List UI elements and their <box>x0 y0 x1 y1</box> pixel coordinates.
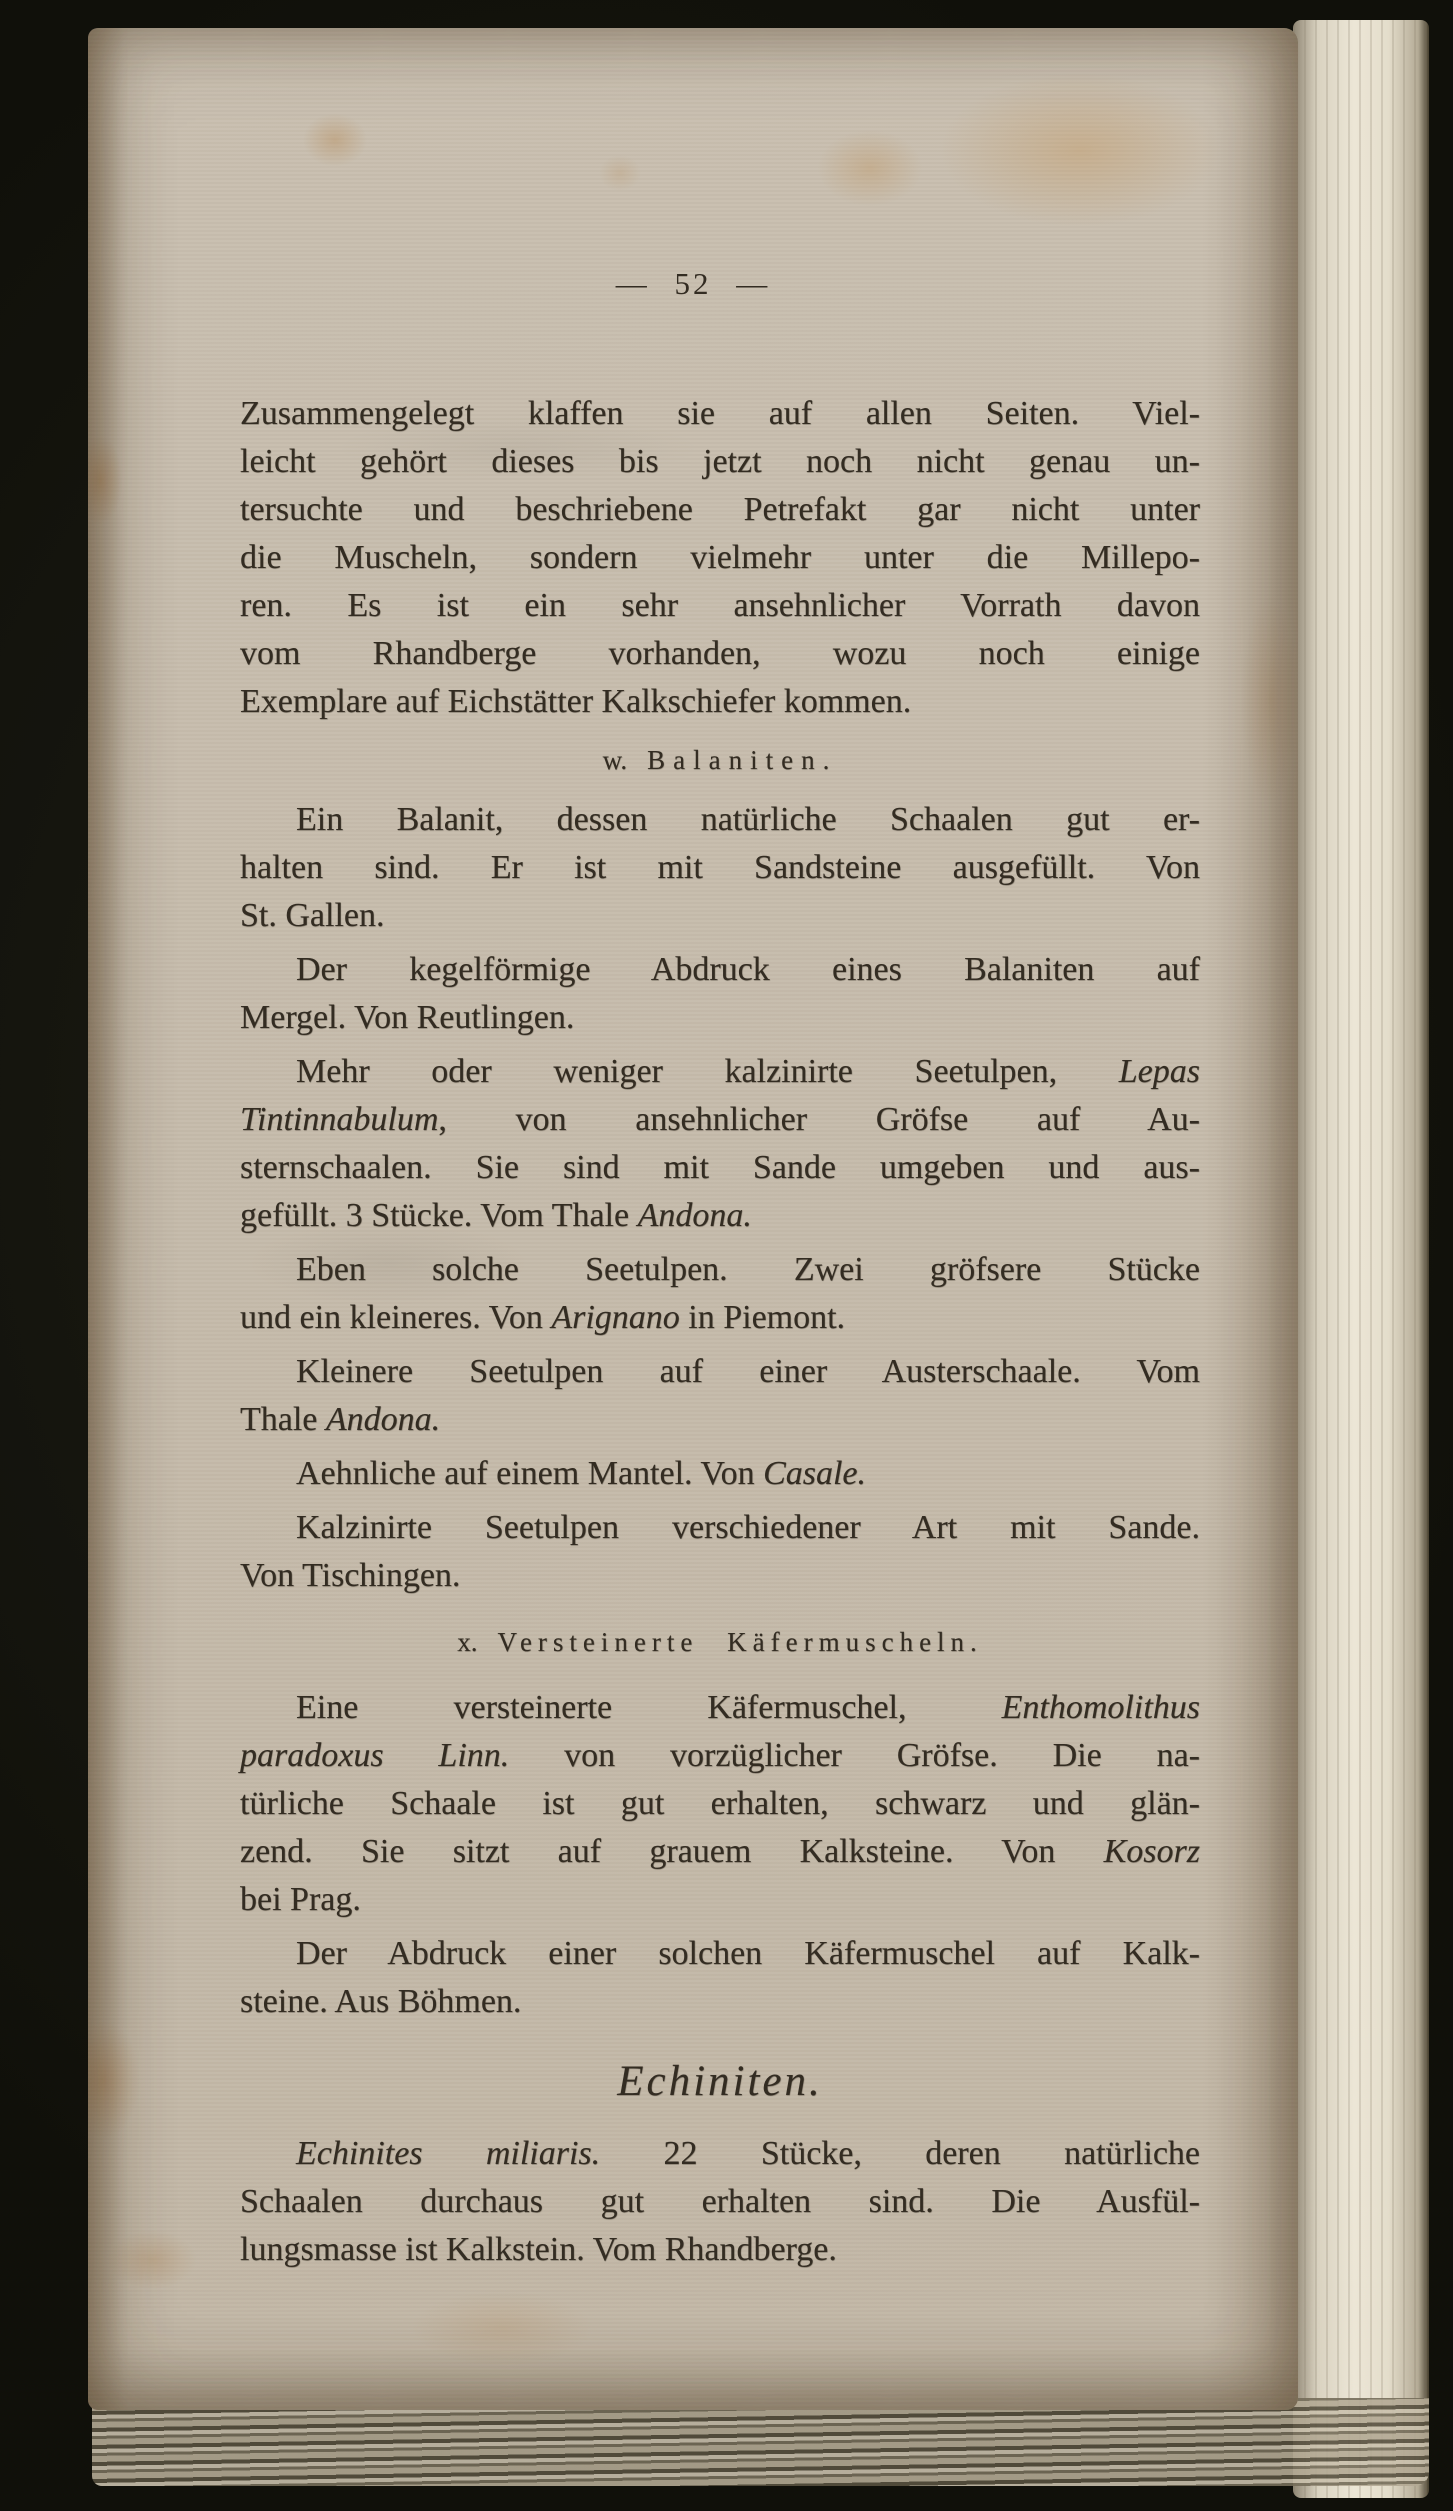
text-segment: Andona. <box>637 1197 752 1234</box>
text-line <box>240 1048 1200 1096</box>
text-line <box>240 1192 1200 1240</box>
text-segment: steine. Aus Böhmen. <box>240 1983 522 2020</box>
text-segment: Tintinnabulum <box>240 1101 439 1138</box>
text-segment: Schaalen durchaus gut erhalten sind. Die Ausfül- <box>240 2183 1200 2220</box>
text-line <box>240 1294 1200 1342</box>
text-segment: Kalzinirte Seetulpen verschiedener Art mit Sande. <box>296 1509 1200 1546</box>
page-number: — 52 — <box>615 266 771 301</box>
text-line <box>240 1876 1200 1924</box>
text-line <box>240 438 1200 486</box>
text-segment: Von Tischingen. <box>240 1557 461 1594</box>
book-page <box>88 28 1298 2410</box>
text-segment: Arignano <box>551 1299 680 1336</box>
paragraph <box>240 1450 1200 1498</box>
text-segment: lungsmasse ist Kalkstein. Vom Rhandberge. <box>240 2231 837 2268</box>
text-segment: St. Gallen. <box>240 897 385 934</box>
text-segment: paradoxus Linn. <box>240 1737 510 1774</box>
text-line <box>240 1348 1200 1396</box>
heading-prefix: x. <box>457 1627 478 1657</box>
paragraph <box>240 2130 1200 2274</box>
text-segment: halten sind. Er ist mit Sandsteine ausgefüllt. Von <box>240 849 1200 886</box>
text-segment: Kosorz <box>1103 1833 1200 1870</box>
text-segment: Mergel. Von Reutlingen. <box>240 999 575 1036</box>
text-segment: Lepas <box>1118 1053 1200 1090</box>
text-segment: sternschaalen. Sie sind mit Sande umgeben und aus- <box>240 1149 1200 1186</box>
text-segment: Aehnliche auf einem Mantel. Von <box>296 1455 764 1492</box>
text-segment: leicht gehört dieses bis jetzt noch nicht genau un- <box>240 443 1200 480</box>
paragraph <box>240 946 1200 1042</box>
text-segment: Andona. <box>325 1401 441 1438</box>
adjacent-page-edge <box>1293 20 1429 2498</box>
heading-prefix: w. <box>602 745 628 775</box>
paragraph <box>240 1684 1200 1924</box>
text-segment: türliche Schaale ist gut erhalten, schwarz und glän- <box>240 1785 1200 1822</box>
paragraph <box>240 1048 1200 1240</box>
text-segment: Eben solche Seetulpen. Zwei gröfsere Stücke <box>296 1251 1200 1288</box>
text-line <box>240 1504 1200 1552</box>
text-segment: Exemplare auf Eichstätter Kalkschiefer kommen. <box>240 683 912 720</box>
paragraph <box>240 1930 1200 2026</box>
text-line <box>240 796 1200 844</box>
text-segment: Casale. <box>763 1455 867 1492</box>
text-line <box>240 2178 1200 2226</box>
text-line <box>240 1978 1200 2026</box>
page-text <box>240 390 1200 2274</box>
text-segment: Zusammengelegt klaffen sie auf allen Seiten. Viel- <box>240 395 1200 432</box>
text-segment: ren. Es ist ein sehr ansehnlicher Vorrath davon <box>240 587 1200 624</box>
paragraph <box>240 390 1200 726</box>
text-segment: von vorzüglicher Gröfse. Die na- <box>509 1737 1200 1774</box>
subsection-heading <box>240 1624 1200 1660</box>
page-stack-edges <box>92 2398 1429 2486</box>
text-segment: Echinites miliaris. <box>296 2135 601 2172</box>
text-segment: Der kegelförmige Abdruck eines Balaniten auf <box>296 951 1200 988</box>
text-line <box>240 1732 1200 1780</box>
text-segment: Mehr oder weniger kalzinirte Seetulpen, <box>296 1053 1119 1090</box>
text-line <box>240 1684 1200 1732</box>
heading-label: Versteinerte Käfermuscheln. <box>497 1627 983 1657</box>
text-segment: , von ansehnlicher Gröfse auf Au- <box>438 1101 1200 1138</box>
paragraph <box>240 1348 1200 1444</box>
text-segment: 22 Stücke, deren natürliche <box>600 2135 1200 2172</box>
text-segment: gefüllt. 3 Stücke. Vom Thale <box>240 1197 638 1234</box>
subsection-heading <box>240 742 1200 778</box>
text-segment: und ein kleineres. Von <box>240 1299 552 1336</box>
text-line <box>240 582 1200 630</box>
text-segment: tersuchte und beschriebene Petrefakt gar nicht unter <box>240 491 1200 528</box>
text-segment: Enthomolithus <box>1001 1689 1200 1726</box>
text-line <box>240 1930 1200 1978</box>
text-line <box>240 2226 1200 2274</box>
text-line <box>240 892 1200 940</box>
text-line <box>240 534 1200 582</box>
paragraph <box>240 796 1200 940</box>
text-line <box>240 1780 1200 1828</box>
text-segment: in Piemont. <box>679 1299 846 1336</box>
text-line <box>240 1552 1200 1600</box>
text-line <box>240 1396 1200 1444</box>
paragraph <box>240 1504 1200 1600</box>
text-line <box>240 486 1200 534</box>
text-line <box>240 1246 1200 1294</box>
text-segment: vom Rhandberge vorhanden, wozu noch einige <box>240 635 1200 672</box>
heading-label: Balaniten. <box>647 745 838 775</box>
text-segment: Der Abdruck einer solchen Käfermuschel auf Kalk- <box>296 1935 1200 1972</box>
text-segment: Eine versteinerte Käfermuschel, <box>296 1689 1002 1726</box>
text-segment: Kleinere Seetulpen auf einer Austerschaale. Vom <box>296 1353 1200 1390</box>
text-line <box>240 630 1200 678</box>
text-segment: Thale <box>240 1401 326 1438</box>
text-line <box>240 946 1200 994</box>
section-heading: Echiniten. <box>617 2058 823 2105</box>
text-line <box>240 1096 1200 1144</box>
text-segment: bei Prag. <box>240 1881 361 1918</box>
text-line <box>240 1828 1200 1876</box>
paragraph <box>240 1246 1200 1342</box>
text-segment: zend. Sie sitzt auf grauem Kalksteine. Von <box>240 1833 1104 1870</box>
text-line <box>240 844 1200 892</box>
text-line <box>240 1144 1200 1192</box>
text-segment: Ein Balanit, dessen natürliche Schaalen gut er- <box>296 801 1200 838</box>
text-line <box>240 2130 1200 2178</box>
text-line <box>240 678 1200 726</box>
text-line <box>240 1450 1200 1498</box>
text-line <box>240 390 1200 438</box>
text-segment: die Muscheln, sondern vielmehr unter die Millepo- <box>240 539 1200 576</box>
text-line <box>240 994 1200 1042</box>
